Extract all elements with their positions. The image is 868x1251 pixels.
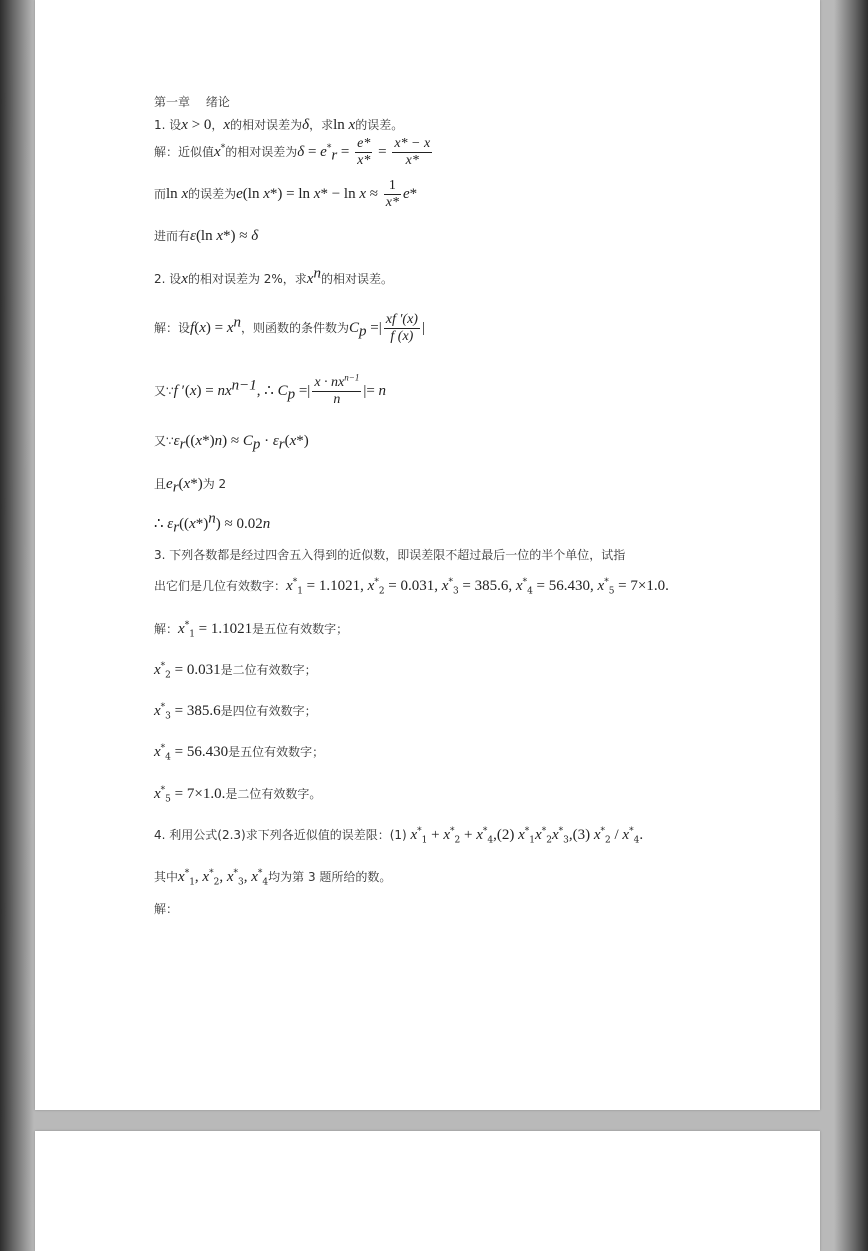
question-2-solution-line-1: 解：设$f(x) = x^n$，则函数的条件数为$C_p$ =| $\frac{xf '(x)}{f (x)}$ | <box>154 312 425 344</box>
question-3-stem-line-2: 出它们是几位有效数字：$x^*_1 = 1.1021$, $x^*_2 = 0.031$, $x^*_3 = 385.6$, $x^*_4 = 56.430$, $x^*_5 = 7\times 1.0$. <box>154 577 669 597</box>
document-page-1 <box>35 0 820 1110</box>
question-3-answer-1: 解：$x^*_1 = 1.1021$是五位有效数字； <box>154 620 349 640</box>
question-4-solution-label: 解： <box>154 902 179 916</box>
question-3-answer-2: $x^*_2 = 0.031$是二位有效数字； <box>154 661 317 681</box>
question-1-solution-line-2: 而ln x的误差为e(ln x*) = ln x* − ln x ≈ $\frac{1}{x*}$ e* <box>154 178 418 210</box>
question-1-solution-line-3: 进而有ε(ln x*) ≈ δ <box>154 228 259 244</box>
question-3-answer-4: $x^*_4 = 56.430$是五位有效数字； <box>154 743 325 763</box>
question-3-stem-line-1: 3. 下列各数都是经过四舍五入得到的近似数，即误差限不超过最后一位的半个单位，试指 <box>154 548 626 562</box>
question-1-stem: 1. 设x > 0，x的相对误差为δ，求ln x的误差。 <box>154 117 404 133</box>
question-3-answer-3: $x^*_3 = 385.6$是四位有效数字； <box>154 702 317 722</box>
chapter-heading: 第一章 绪论 <box>154 95 230 109</box>
question-2-solution-line-5: ∴ $\varepsilon_r((x*)^n) \approx 0.02n$ <box>154 510 271 536</box>
question-3-answer-5: $x^*_5 = 7\times 1.0$.是二位有效数字。 <box>154 785 322 805</box>
question-4-where: 其中$x^*_1$, $x^*_2$, $x^*_3$, $x^*_4$均为第 3 题所给的数。 <box>154 868 392 888</box>
question-1-solution-line-1: 解：近似值x*的相对误差为$\delta = e^*_r$ = $\frac{e*}{x*}$ = $\frac{x* - x}{x*}$ <box>154 136 431 168</box>
question-2-stem: 2. 设x的相对误差为 2%，求$x^n$的相对误差。 <box>154 265 393 287</box>
document-page-2 <box>35 1131 820 1251</box>
question-2-solution-line-3: 又$\because\varepsilon_r((x*)n) \approx C_p \cdot \varepsilon_r(x*)$ <box>154 433 309 453</box>
question-2-solution-line-4: 且$e_r(x*)$为 2 <box>154 476 227 496</box>
question-2-solution-line-2: 又∵f $'(x) = nx^{n-1}$, ∴ $C_p$ =| $\frac{x \cdot nx^{n-1}}{n}$ |= n <box>154 372 387 407</box>
question-4-stem: 4. 利用公式(2.3)求下列各近似值的误差限：(1) $x^*_1 + x^*_2 + x^*_4,(2)$ $x^*_1x^*_2x^*_3,(3)$ $x^*_2 / x^*_4$. <box>154 826 644 846</box>
